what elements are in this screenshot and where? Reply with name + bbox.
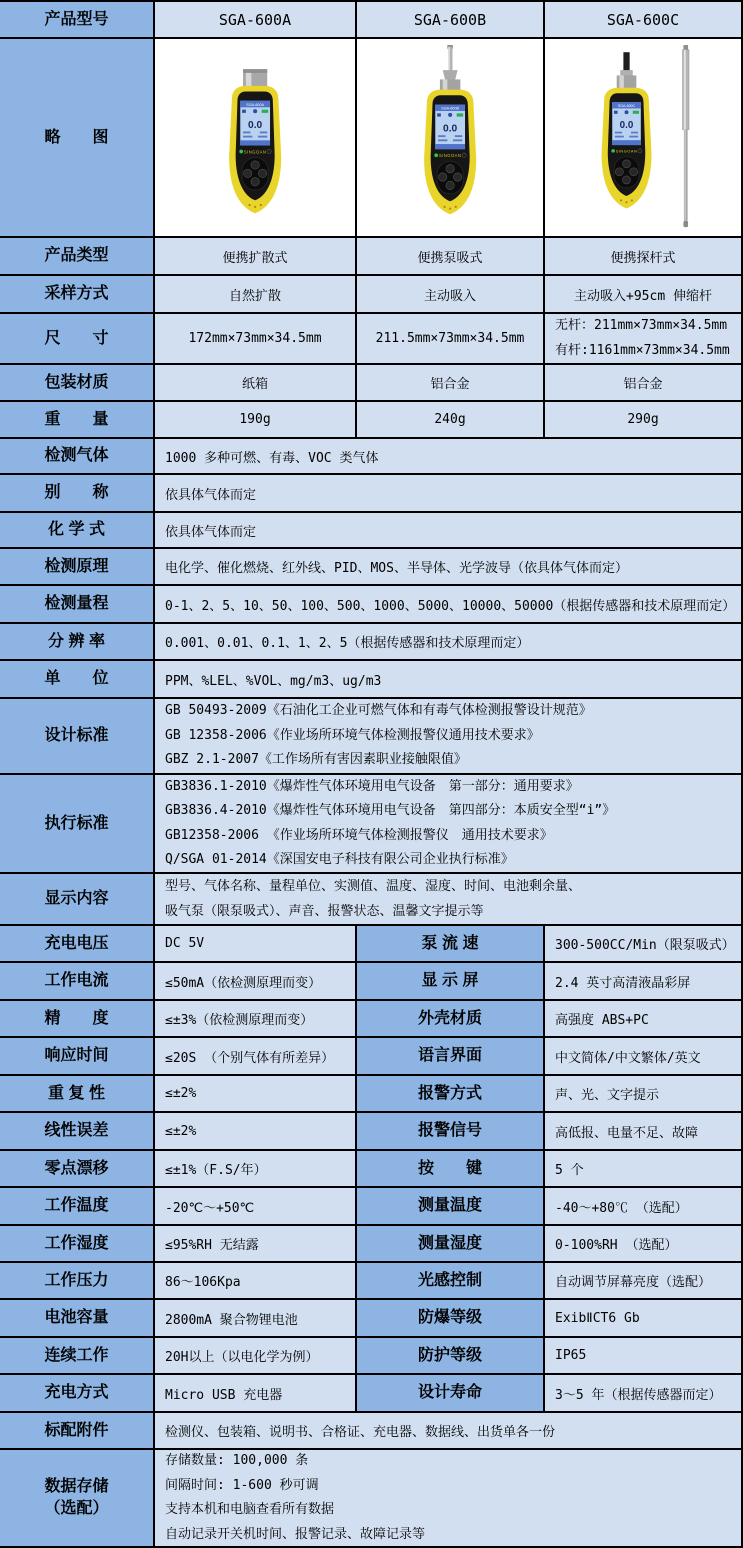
left-label: 充电方式 bbox=[0, 1375, 155, 1413]
value-a: 便携扩散式 bbox=[155, 238, 357, 276]
row-label: 尺 寸 bbox=[0, 314, 155, 365]
row-value: 0.001、0.01、0.1、1、2、5（根据传感器和技术原理而定） bbox=[155, 624, 743, 661]
left-value: DC 5V bbox=[155, 926, 357, 963]
row-label: 别 称 bbox=[0, 475, 155, 513]
brand-text: SINGOAN bbox=[243, 148, 267, 154]
right-value: 高强度 ABS+PC bbox=[545, 1001, 743, 1038]
unit-row bbox=[0, 661, 743, 699]
photo-cell-b bbox=[357, 39, 545, 238]
right-label: 测量温度 bbox=[357, 1188, 545, 1226]
right-label: 语言界面 bbox=[357, 1038, 545, 1076]
standard-line: Q/SGA 01-2014《深国安电子科技有限公司企业执行标准》 bbox=[165, 852, 514, 867]
standard-line: GBZ 2.1-2007《工作场所有害因素职业接触限值》 bbox=[165, 752, 467, 768]
dual-row-response-time bbox=[0, 1038, 743, 1076]
dual-row-continuous-work bbox=[0, 1338, 743, 1375]
right-label: 按 键 bbox=[357, 1151, 545, 1188]
value-a: 自然扩散 bbox=[155, 276, 357, 314]
right-value: 0-100%RH （选配） bbox=[545, 1226, 743, 1263]
left-value: ≤±1%（F.S/年） bbox=[155, 1151, 357, 1188]
sampling-method-row bbox=[0, 276, 743, 314]
sketch-row bbox=[0, 39, 743, 238]
telescopic-rod bbox=[682, 45, 689, 227]
photo-cell-c bbox=[545, 39, 743, 238]
storage-line: 间隔时间: 1-600 秒可调 bbox=[165, 1477, 319, 1493]
device-photo-sga-600c bbox=[583, 45, 704, 231]
dual-row-charging-method bbox=[0, 1375, 743, 1413]
row-label: 分 辨 率 bbox=[0, 624, 155, 661]
row-value: 1000 多种可燃、有毒、VOC 类气体 bbox=[155, 439, 743, 475]
left-label: 工作温度 bbox=[0, 1188, 155, 1226]
row-value bbox=[155, 1450, 743, 1548]
left-label: 重 复 性 bbox=[0, 1076, 155, 1113]
row-label: 检测原理 bbox=[0, 549, 155, 586]
sketch-label: 略 图 bbox=[0, 39, 155, 238]
accessories-row bbox=[0, 1413, 743, 1450]
row-label: 重 量 bbox=[0, 402, 155, 439]
label-line: 数据存储 bbox=[44, 1478, 109, 1496]
right-label: 显 示 屏 bbox=[357, 963, 545, 1001]
value-c: 铝合金 bbox=[545, 365, 743, 402]
row-label: 单 位 bbox=[0, 661, 155, 699]
device-photo-sga-600a bbox=[204, 45, 306, 231]
value-b: 主动吸入 bbox=[357, 276, 545, 314]
right-label: 报警信号 bbox=[357, 1113, 545, 1151]
detection-range-row bbox=[0, 586, 743, 624]
value-c bbox=[545, 314, 743, 365]
left-label: 工作湿度 bbox=[0, 1226, 155, 1263]
dual-row-battery-capacity bbox=[0, 1300, 743, 1338]
left-value: ≤±3%（依检测原理而变） bbox=[155, 1001, 357, 1038]
left-value: 20H以上（以电化学为例） bbox=[155, 1338, 357, 1375]
value-b: 铝合金 bbox=[357, 365, 545, 402]
storage-line: 存储数量: 100,000 条 bbox=[165, 1453, 309, 1468]
row-value bbox=[155, 775, 743, 874]
row-label bbox=[0, 1450, 155, 1548]
left-value: ≤±2% bbox=[155, 1113, 357, 1151]
row-label: 执行标准 bbox=[0, 775, 155, 874]
row-label: 设计标准 bbox=[0, 699, 155, 775]
chemical-formula-row bbox=[0, 513, 743, 549]
dual-row-zero-drift bbox=[0, 1151, 743, 1188]
screen-model-text: SGA-600A bbox=[246, 102, 264, 107]
right-value: 2.4 英寸高清液晶彩屏 bbox=[545, 963, 743, 1001]
right-value: 自动调节屏幕亮度（选配） bbox=[545, 1263, 743, 1300]
row-value bbox=[155, 874, 743, 926]
row-value bbox=[155, 699, 743, 775]
right-label: 防护等级 bbox=[357, 1338, 545, 1375]
left-value: ≤20S （个别气体有所差异） bbox=[155, 1038, 357, 1076]
data-storage-row bbox=[0, 1450, 743, 1548]
detected-gas-row bbox=[0, 439, 743, 475]
row-label: 检测量程 bbox=[0, 586, 155, 624]
model-a-cell: SGA-600A bbox=[155, 2, 357, 39]
row-label: 产品类型 bbox=[0, 238, 155, 276]
packaging-row bbox=[0, 365, 743, 402]
row-value: 0-1、2、5、10、50、100、500、1000、5000、10000、50000（根据传感器和技术原理而定） bbox=[155, 586, 743, 624]
left-label: 工作电流 bbox=[0, 963, 155, 1001]
standard-line: GB3836.4-2010《爆炸性气体环境用电气设备 第四部分：本质安全型“i”》 bbox=[165, 803, 616, 818]
right-value: 中文简体/中文繁体/英文 bbox=[545, 1038, 743, 1076]
detection-principle-row bbox=[0, 549, 743, 586]
right-value: 高低报、电量不足、故障 bbox=[545, 1113, 743, 1151]
standard-line: GB12358-2006 《作业场所环境气体检测报警仪 通用技术要求》 bbox=[165, 827, 553, 843]
label-line: （选配） bbox=[44, 1500, 109, 1517]
dual-row-working-humidity bbox=[0, 1226, 743, 1263]
content-line: 吸气泵（限泵吸式）、声音、报警状态、温馨文字提示等 bbox=[165, 904, 484, 919]
value-b: 便携泵吸式 bbox=[357, 238, 545, 276]
right-value: 300-500CC/Min（限泵吸式） bbox=[545, 926, 743, 963]
model-c-cell: SGA-600C bbox=[545, 2, 743, 39]
right-label: 报警方式 bbox=[357, 1076, 545, 1113]
screen-model-text: SGA-600B bbox=[441, 106, 459, 111]
dimensions-row bbox=[0, 314, 743, 365]
row-label: 化 学 式 bbox=[0, 513, 155, 549]
left-value: 2800mA 聚合物锂电池 bbox=[155, 1300, 357, 1338]
model-b-cell: SGA-600B bbox=[357, 2, 545, 39]
right-value: ExibⅡCT6 Gb bbox=[545, 1300, 743, 1338]
left-label: 工作压力 bbox=[0, 1263, 155, 1300]
value-a: 190g bbox=[155, 402, 357, 439]
dual-row-working-temperature bbox=[0, 1188, 743, 1226]
left-value: ≤50mA（依检测原理而变） bbox=[155, 963, 357, 1001]
left-label: 连续工作 bbox=[0, 1338, 155, 1375]
right-value: 3～5 年（根据传感器而定） bbox=[545, 1375, 743, 1413]
brand-text: SINGOAN bbox=[438, 152, 462, 158]
row-value: 依具体气体而定 bbox=[155, 513, 743, 549]
left-label: 精 度 bbox=[0, 1001, 155, 1038]
dual-row-accuracy bbox=[0, 1001, 743, 1038]
dual-row-repeatability bbox=[0, 1076, 743, 1113]
design-standard-row bbox=[0, 699, 743, 775]
standard-line: GB 50493-2009《石油化工企业可燃气体和有毒气体检测报警设计规范》 bbox=[165, 703, 592, 719]
right-value: IP65 bbox=[545, 1338, 743, 1375]
left-label: 零点漂移 bbox=[0, 1151, 155, 1188]
left-value: ≤±2% bbox=[155, 1076, 357, 1113]
product-type-row bbox=[0, 238, 743, 276]
standard-line: GB3836.1-2010《爆炸性气体环境用电气设备 第一部分：通用要求》 bbox=[165, 778, 579, 794]
value-b: 211.5mm×73mm×34.5mm bbox=[357, 314, 545, 365]
left-label: 线性误差 bbox=[0, 1113, 155, 1151]
left-label: 响应时间 bbox=[0, 1038, 155, 1076]
row-label: 包装材质 bbox=[0, 365, 155, 402]
right-value: -40～+80℃ （选配） bbox=[545, 1188, 743, 1226]
alias-row bbox=[0, 475, 743, 513]
left-value: 86～106Kpa bbox=[155, 1263, 357, 1300]
product-model-label: 产品型号 bbox=[0, 2, 155, 39]
left-label: 充电电压 bbox=[0, 926, 155, 963]
brand-text: SINGOAN bbox=[615, 148, 637, 154]
left-label: 电池容量 bbox=[0, 1300, 155, 1338]
screen-model-text: SGA-600C bbox=[617, 103, 635, 108]
screen-reading-text: 0.0 bbox=[247, 119, 263, 131]
value-a: 172mm×73mm×34.5mm bbox=[155, 314, 357, 365]
content-line: 型号、气体名称、量程单位、实测值、温度、湿度、时间、电池剩余量、 bbox=[165, 879, 582, 894]
power-led bbox=[611, 149, 615, 153]
screen-reading-text: 0.0 bbox=[442, 122, 458, 134]
right-label: 外壳材质 bbox=[357, 1001, 545, 1038]
power-led bbox=[239, 149, 243, 153]
row-value: PPM、%LEL、%VOL、mg/m3、ug/m3 bbox=[155, 661, 743, 699]
right-value: 5 个 bbox=[545, 1151, 743, 1188]
row-label: 采样方式 bbox=[0, 276, 155, 314]
power-led bbox=[434, 153, 438, 157]
weight-row bbox=[0, 402, 743, 439]
right-value: 声、光、文字提示 bbox=[545, 1076, 743, 1113]
dimension-line: 无杆：211mm×73mm×34.5mm bbox=[555, 318, 728, 333]
row-value: 电化学、催化燃烧、红外线、PID、MOS、半导体、光学波导（依具体气体而定） bbox=[155, 549, 743, 586]
value-c: 主动吸入+95cm 伸缩杆 bbox=[545, 276, 743, 314]
left-value: -20℃～+50℃ bbox=[155, 1188, 357, 1226]
photo-cell-a bbox=[155, 39, 357, 238]
left-value: ≤95%RH 无结露 bbox=[155, 1226, 357, 1263]
device-photo-sga-600b bbox=[399, 45, 501, 231]
left-value: Micro USB 充电器 bbox=[155, 1375, 357, 1413]
storage-line: 自动记录开关机时间、报警记录、故障记录等 bbox=[165, 1526, 426, 1542]
row-value: 依具体气体而定 bbox=[155, 475, 743, 513]
row-label: 标配附件 bbox=[0, 1413, 155, 1450]
dual-row-working-current bbox=[0, 963, 743, 1001]
dual-row-charge-voltage bbox=[0, 926, 743, 963]
execution-standard-row bbox=[0, 775, 743, 874]
header-row bbox=[0, 2, 743, 39]
right-label: 防爆等级 bbox=[357, 1300, 545, 1338]
value-a: 纸箱 bbox=[155, 365, 357, 402]
dual-row-linearity-error bbox=[0, 1113, 743, 1151]
right-label: 泵 流 速 bbox=[357, 926, 545, 963]
dimension-line: 有杆:1161mm×73mm×34.5mm bbox=[555, 342, 730, 358]
row-value: 检测仪、包装箱、说明书、合格证、充电器、数据线、出货单各一份 bbox=[155, 1413, 743, 1450]
resolution-row bbox=[0, 624, 743, 661]
row-label: 检测气体 bbox=[0, 439, 155, 475]
standard-line: GB 12358-2006《作业场所环境气体检测报警仪通用技术要求》 bbox=[165, 727, 540, 743]
screen-reading-text: 0.0 bbox=[619, 119, 633, 131]
right-label: 光感控制 bbox=[357, 1263, 545, 1300]
right-label: 设计寿命 bbox=[357, 1375, 545, 1413]
storage-line: 支持本机和电脑查看所有数据 bbox=[165, 1502, 335, 1517]
value-c: 便携探杆式 bbox=[545, 238, 743, 276]
row-label: 显示内容 bbox=[0, 874, 155, 926]
right-label: 测量湿度 bbox=[357, 1226, 545, 1263]
display-content-row bbox=[0, 874, 743, 926]
value-c: 290g bbox=[545, 402, 743, 439]
value-b: 240g bbox=[357, 402, 545, 439]
dual-row-working-pressure bbox=[0, 1263, 743, 1300]
